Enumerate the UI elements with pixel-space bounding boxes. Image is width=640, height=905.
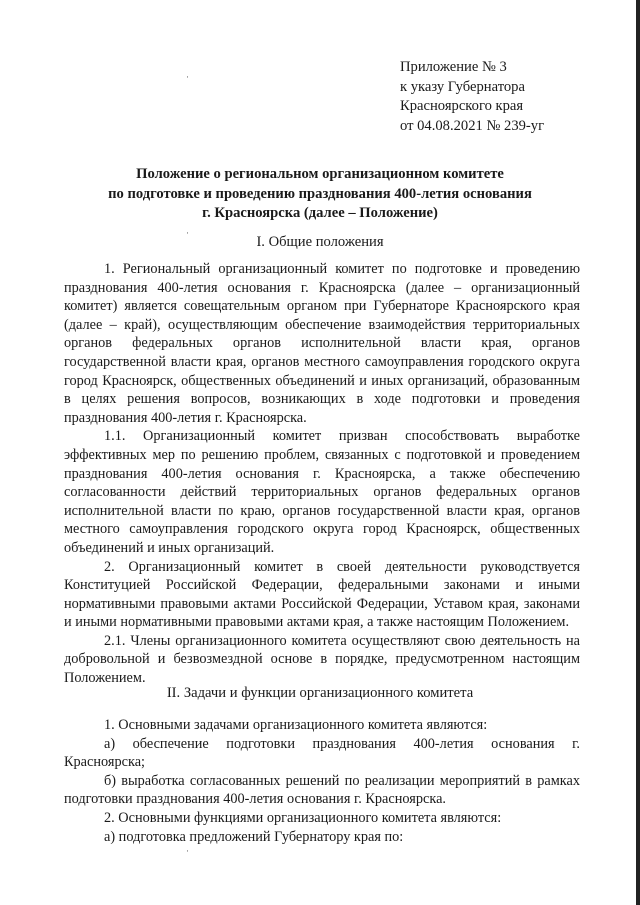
section-2-heading: II. Задачи и функции организационного комитета	[166, 685, 474, 701]
document-title	[60, 165, 580, 224]
appendix-header	[400, 58, 544, 136]
title-line: по подготовке и проведению празднования 400-летия основания	[108, 185, 532, 202]
paragraph: 1. Основными задачами организационного комитета являются:	[104, 717, 488, 733]
scan-speck: ·	[186, 846, 189, 856]
paragraph: 2. Основными функциями организационного комитета являются:	[104, 809, 502, 826]
paragraph: б) выработка согласованных решений по реализации мероприятий в рамках подготовки празднования 400-летия основания г. Красноярска.	[64, 772, 580, 808]
paragraph: 2. Организационный комитет в своей деятельности руководствуется Конституцией Российской Федерации, федеральными законами и иными нормативными правовыми актами Российской Федерации, Уставом края, законами и иными нормативными правовыми актами края, а также настоящим Положением.	[64, 558, 580, 631]
appendix-number: Приложение № 3	[400, 59, 507, 75]
paragraph: а) подготовка предложений Губернатору края по:	[104, 828, 404, 845]
paragraph: 2.1. Члены организационного комитета осуществляют свою деятельность на добровольной и безвозмездной основе в порядке, предусмотренном настоящим Положением.	[64, 632, 580, 687]
section-1-heading: I. Общие положения	[256, 234, 384, 250]
title-line: г. Красноярска (далее – Положение)	[202, 205, 438, 221]
paragraph: а) обеспечение подготовки празднования 400-летия основания г. Красноярска;	[64, 735, 580, 771]
appendix-region: Красноярского края	[400, 98, 524, 114]
section-2-body	[64, 716, 580, 846]
scan-speck: ·	[186, 72, 189, 82]
scan-speck: ·	[186, 228, 189, 238]
scan-edge	[636, 0, 640, 905]
appendix-decree-ref: к указу Губернатора	[400, 78, 525, 95]
paragraph: 1. Региональный организационный комитет по подготовке и проведению празднования 400-летия основания г. Красноярска (далее – организационный комитет) является совещательным органом при Губернаторе Красноярского края (далее – край), осуществляющим обеспечение взаимодействия территориальных органов федеральных органов исполнительной власти края, органов государственной власти края, органов местного самоуправления городского округа город Красноярск, общественных объединений и иных организаций, образованным в целях решения вопросов, возникающих в ходе подготовки и проведения празднования 400-летия г. Красноярска.	[64, 261, 580, 426]
title-line: Положение о региональном организационном комитете	[136, 166, 504, 182]
section-1-body	[64, 260, 580, 688]
paragraph: 1.1. Организационный комитет призван способствовать выработке эффективных мер по решению проблем, связанных с подготовкой и проведением празднования 400-летия основания г. Красноярска, а также обеспечению согласованности действий территориальных органов федеральных органов исполнительной власти по краю, органов государственной власти края, органов местного самоуправления городского округа город Красноярск, общественных объединений и иных организаций.	[64, 428, 580, 556]
appendix-date-number: от 04.08.2021 № 239-уг	[400, 117, 545, 134]
